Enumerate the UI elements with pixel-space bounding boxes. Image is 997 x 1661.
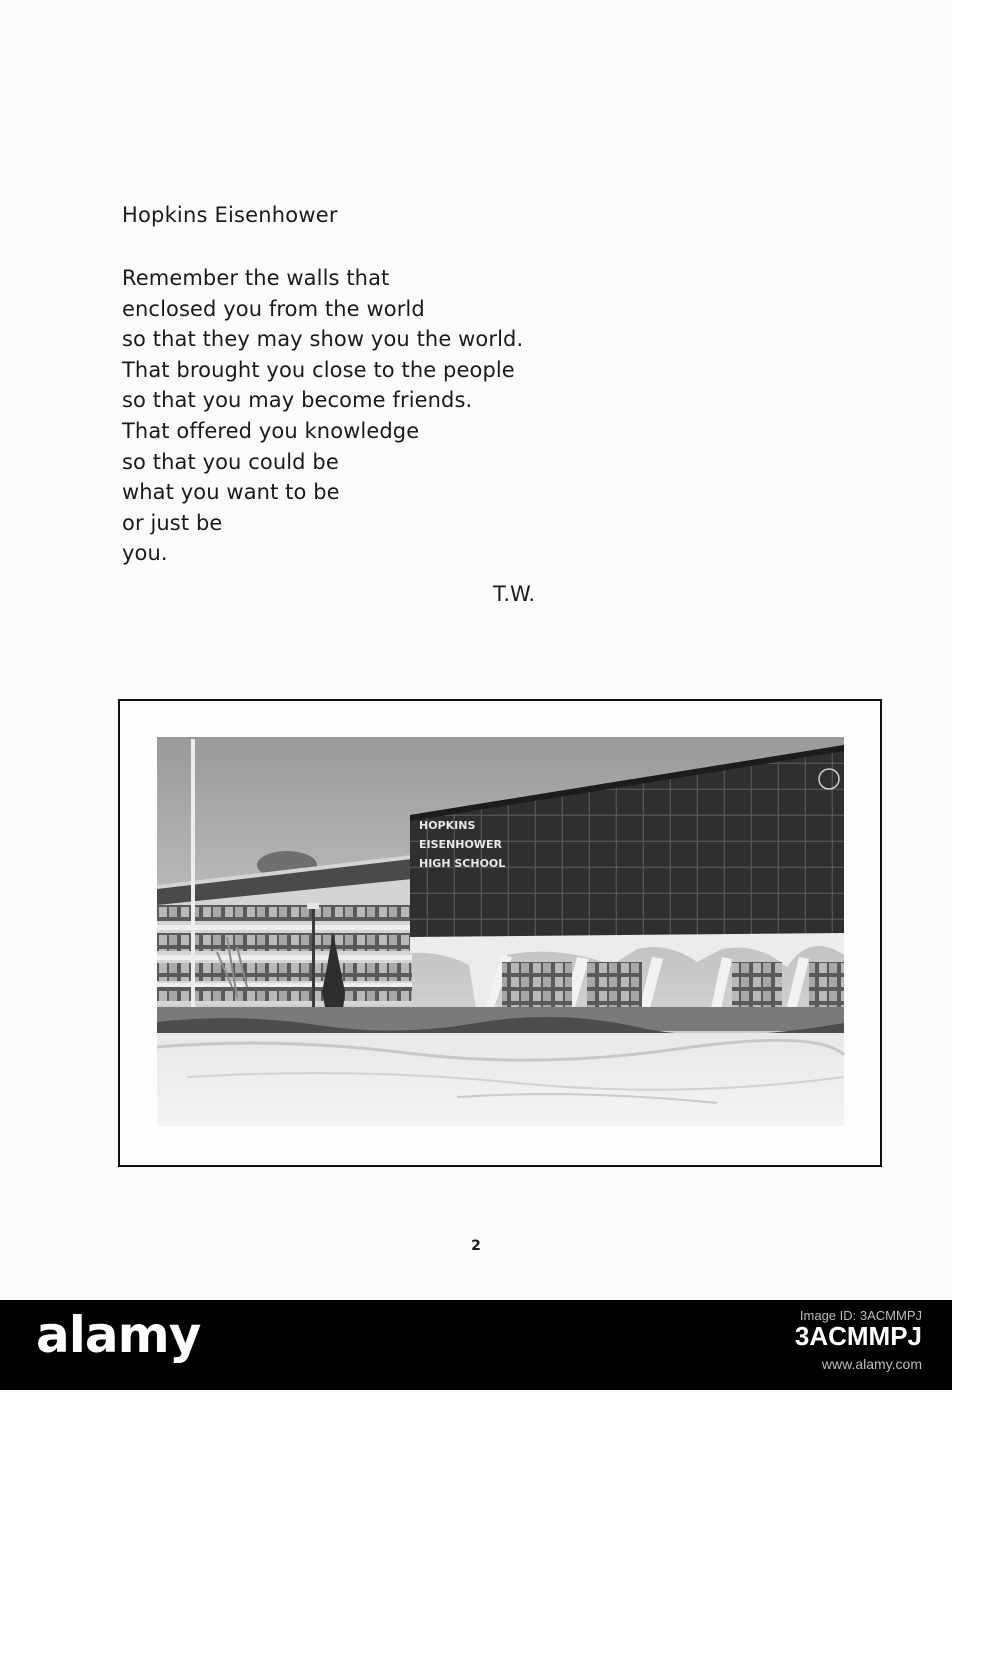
poem-line: or just be xyxy=(122,510,223,535)
poem-line: That offered you knowledge xyxy=(122,418,420,443)
building-sign-line: HIGH SCHOOL xyxy=(419,857,506,870)
building-sign-line: EISENHOWER xyxy=(419,838,502,851)
page-number: 2 xyxy=(471,1238,481,1254)
image-id-label: Image ID: 3ACMMPJ xyxy=(799,1308,922,1323)
flagpole xyxy=(191,739,195,1029)
poem-line: so that you may become friends. xyxy=(122,388,473,413)
poem-line: enclosed you from the world xyxy=(122,296,425,321)
poem-line: That brought you close to the people xyxy=(122,357,515,382)
building-sign-line: HOPKINS xyxy=(419,819,476,832)
image-meta xyxy=(795,1308,922,1372)
poem-line: so that they may show you the world. xyxy=(122,327,524,352)
image-id: 3ACMMPJ xyxy=(794,1321,922,1351)
poem-signature: T.W. xyxy=(493,582,536,606)
photo-watermark: alamy xyxy=(873,1617,997,1661)
school-building-illustration xyxy=(157,737,844,1126)
alamy-logo: alamy xyxy=(36,1306,201,1364)
poem-line: what you want to be xyxy=(122,480,340,505)
poem-title: Hopkins Eisenhower xyxy=(122,203,338,227)
poem-line: Remember the walls that xyxy=(122,266,390,290)
snowy-lawn xyxy=(157,1033,844,1126)
poem-body xyxy=(122,263,523,569)
poem-line: you. xyxy=(122,541,168,566)
stock-url: www.alamy.com xyxy=(821,1356,922,1372)
poem-line: so that you could be xyxy=(122,449,339,474)
